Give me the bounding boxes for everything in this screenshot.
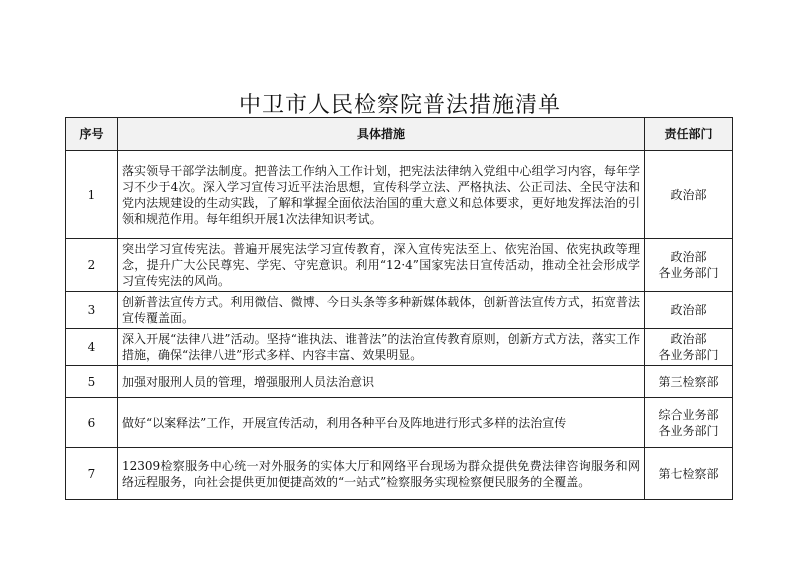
row-department: [645, 366, 733, 398]
department-line: 政治部: [670, 250, 707, 264]
measures-table: [65, 117, 733, 500]
department-line: 综合业务部: [658, 407, 719, 422]
department-line: 各业务部门: [658, 266, 719, 280]
table-row: [66, 329, 733, 366]
page-title: 中卫市人民检察院普法措施清单: [238, 93, 561, 118]
table-row: [66, 292, 733, 329]
row-measure: 创新普法宣传方式。利用微信、微博、今日头条等多种新媒体载体，创新普法宣传方式，拓宽普法宣传覆盖面。: [118, 292, 645, 329]
row-department: [645, 329, 733, 366]
table-row: [66, 366, 733, 398]
department-line: 政治部: [670, 187, 707, 202]
row-department: [645, 151, 733, 239]
table-header-row: [66, 118, 733, 151]
row-department: [645, 398, 733, 448]
header-measures: 具体措施: [118, 118, 645, 151]
department-line: 第七检察部: [658, 466, 719, 481]
row-department: [645, 448, 733, 500]
table-row: [66, 151, 733, 239]
row-measure: 深入开展“法律八进”活动。坚持“谁执法、谁普法”的法治宣传教育原则，创新方式方法，落实工作措施，确保“法律八进”形式多样、内容丰富、效果明显。: [118, 329, 645, 366]
department-line: 第三检察部: [658, 374, 719, 389]
header-department: 责任部门: [645, 118, 733, 151]
row-number: 7: [66, 448, 118, 500]
row-measure: 突出学习宣传宪法。普遍开展宪法学习宣传教育，深入宣传宪法至上、依宪治国、依宪执政等理念，提升广大公民尊宪、学宪、守宪意识。利用“12·4”国家宪法日宣传活动，推动全社会形成学习宣传宪法的风尚。: [118, 239, 645, 292]
row-department: [645, 292, 733, 329]
row-number: 1: [66, 151, 118, 239]
department-line: 各业务部门: [658, 348, 719, 362]
row-measure: 加强对服刑人员的管理，增强服刑人员法治意识: [118, 366, 645, 398]
row-measure: 做好“以案释法”工作，开展宣传活动，利用各种平台及阵地进行形式多样的法治宣传: [118, 398, 645, 448]
row-number: 2: [66, 239, 118, 292]
department-line: 政治部: [670, 303, 707, 317]
row-number: 3: [66, 292, 118, 329]
row-measure: 落实领导干部学法制度。把普法工作纳入工作计划，把宪法法律纳入党组中心组学习内容，每年学习不少于4次。深入学习宣传习近平法治思想，宣传科学立法、严格执法、公正司法、全民守法和党内法规建设的生动实践，了解和掌握全面依法治国的重大意义和总体要求，更好地发挥法治的引领和规范作用。每年组织开展1次法律知识考试。: [118, 151, 645, 239]
row-measure: 12309检察服务中心统一对外服务的实体大厅和网络平台现场为群众提供免费法律咨询服务和网络远程服务，向社会提供更加便捷高效的“一站式”检察服务实现检察便民服务的全覆盖。: [118, 448, 645, 500]
row-number: 5: [66, 366, 118, 398]
row-department: [645, 239, 733, 292]
row-number: 4: [66, 329, 118, 366]
header-number: 序号: [66, 118, 118, 151]
table-row: [66, 398, 733, 448]
table-row: [66, 448, 733, 500]
row-number: 6: [66, 398, 118, 448]
department-line: 各业务部门: [658, 423, 719, 438]
table-row: [66, 239, 733, 292]
department-line: 政治部: [670, 332, 707, 346]
